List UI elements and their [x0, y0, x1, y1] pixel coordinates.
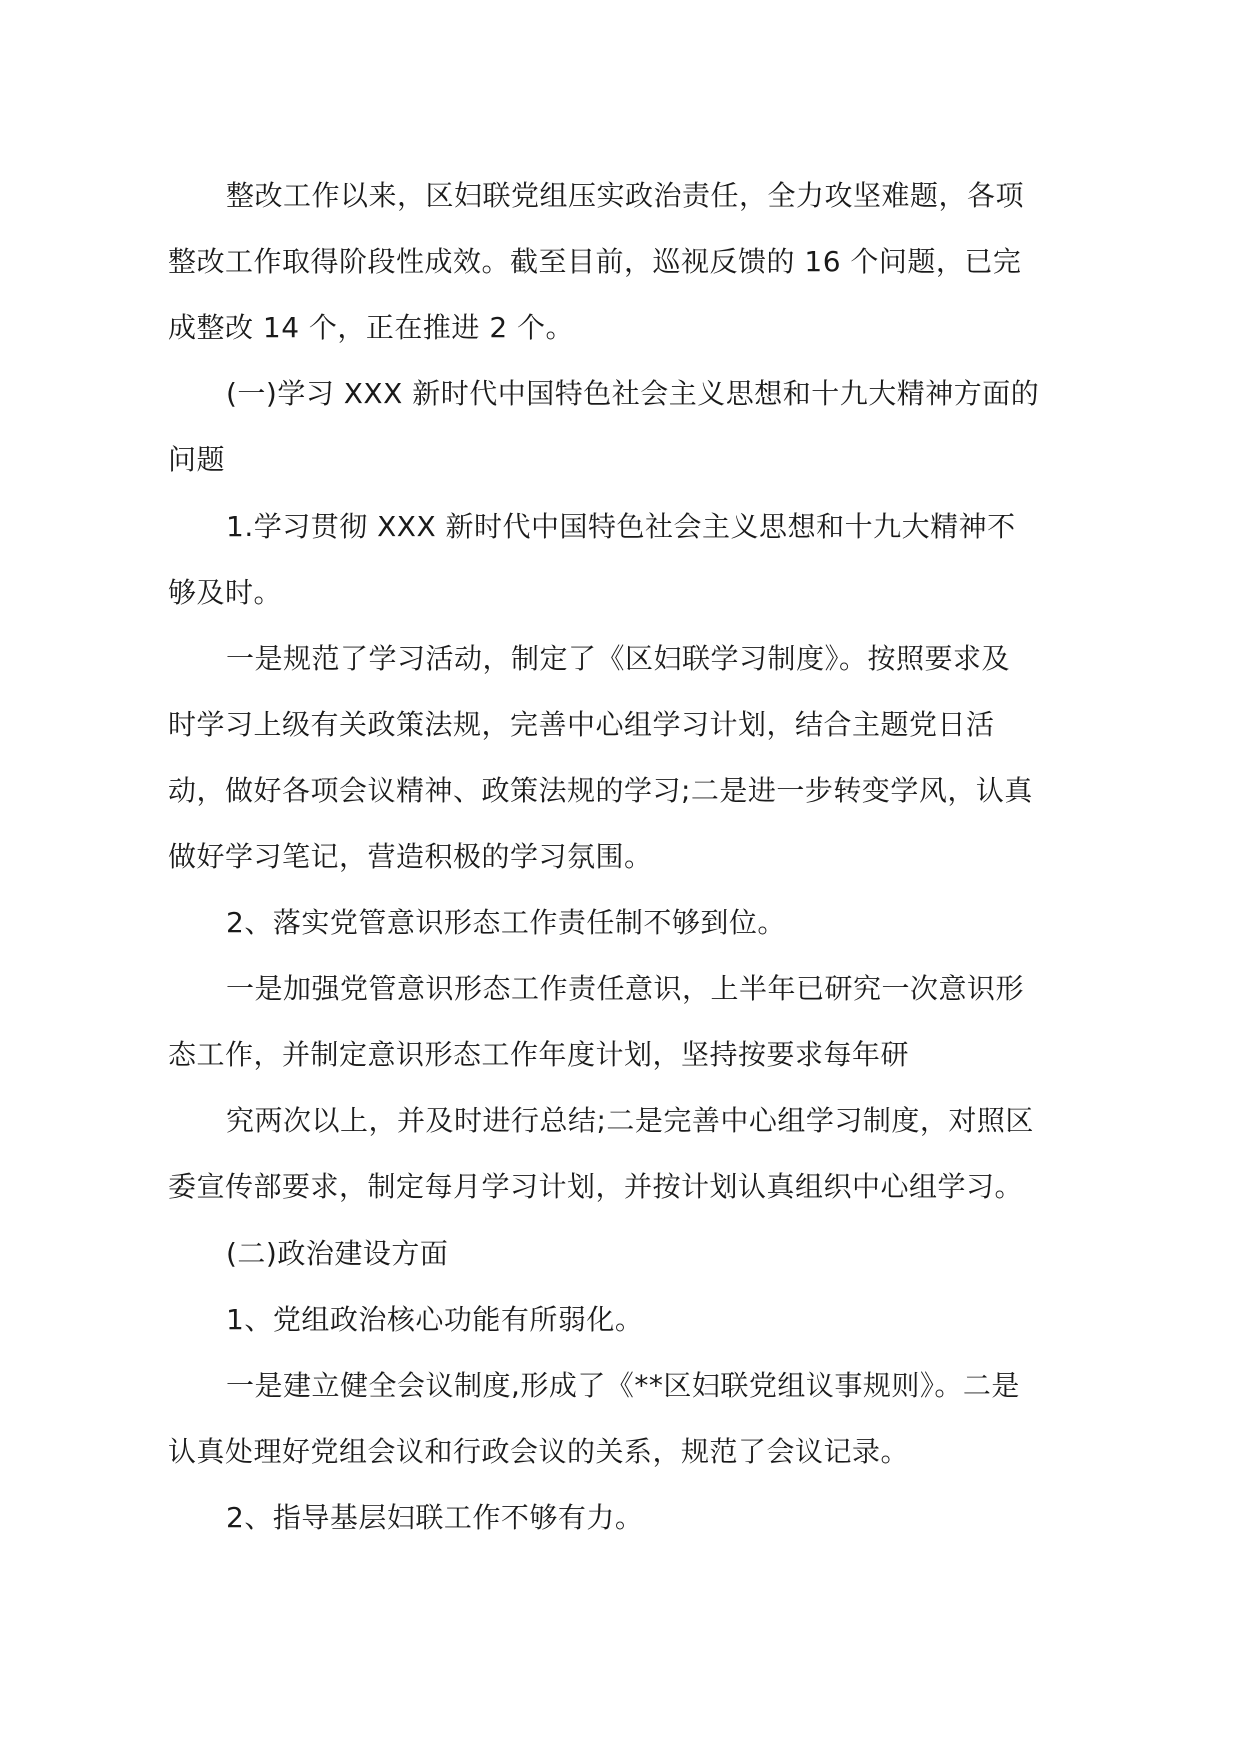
item-heading: 够及时。 [168, 576, 283, 609]
paragraph-line: 一是规范了学习活动，制定了《区妇联学习制度》。按照要求及 [226, 642, 1011, 675]
paragraph-line: 时学习上级有关政策法规，完善中心组学习计划，结合主题党日活 [168, 708, 995, 741]
item-heading: 1.学习贯彻 XXX 新时代中国特色社会主义思想和十九大精神不 [226, 510, 1016, 543]
paragraph-line: 究两次以上，并及时进行总结;二是完善中心组学习制度，对照区 [226, 1104, 1034, 1137]
paragraph-line: 成整改 14 个，正在推进 2 个。 [168, 311, 575, 344]
paragraph-line: 一是加强党管意识形态工作责任意识，上半年已研究一次意识形 [226, 972, 1025, 1005]
item-heading: 2、指导基层妇联工作不够有力。 [226, 1501, 644, 1534]
paragraph-line: 做好学习笔记，营造积极的学习氛围。 [168, 840, 653, 873]
section-heading: 问题 [168, 443, 226, 476]
paragraph-line: 态工作，并制定意识形态工作年度计划，坚持按要求每年研 [168, 1038, 910, 1071]
paragraph-line: 动，做好各项会议精神、政策法规的学习;二是进一步转变学风，认真 [168, 774, 1033, 807]
section-heading: (一)学习 XXX 新时代中国特色社会主义思想和十九大精神方面的 [226, 377, 1040, 410]
paragraph-line: 一是建立健全会议制度,形成了《**区妇联党组议事规则》。二是 [226, 1369, 1020, 1402]
paragraph-line: 委宣传部要求，制定每月学习计划，并按计划认真组织中心组学习。 [168, 1170, 1024, 1203]
section-heading: (二)政治建设方面 [226, 1237, 449, 1270]
paragraph-line: 认真处理好党组会议和行政会议的关系，规范了会议记录。 [168, 1435, 910, 1468]
item-heading: 2、落实党管意识形态工作责任制不够到位。 [226, 906, 786, 939]
item-heading: 1、党组政治核心功能有所弱化。 [226, 1303, 644, 1336]
paragraph-line: 整改工作取得阶段性成效。截至目前，巡视反馈的 16 个问题，已完 [168, 245, 1022, 278]
paragraph-line: 整改工作以来，区妇联党组压实政治责任，全力攻坚难题，各项 [226, 179, 1025, 212]
